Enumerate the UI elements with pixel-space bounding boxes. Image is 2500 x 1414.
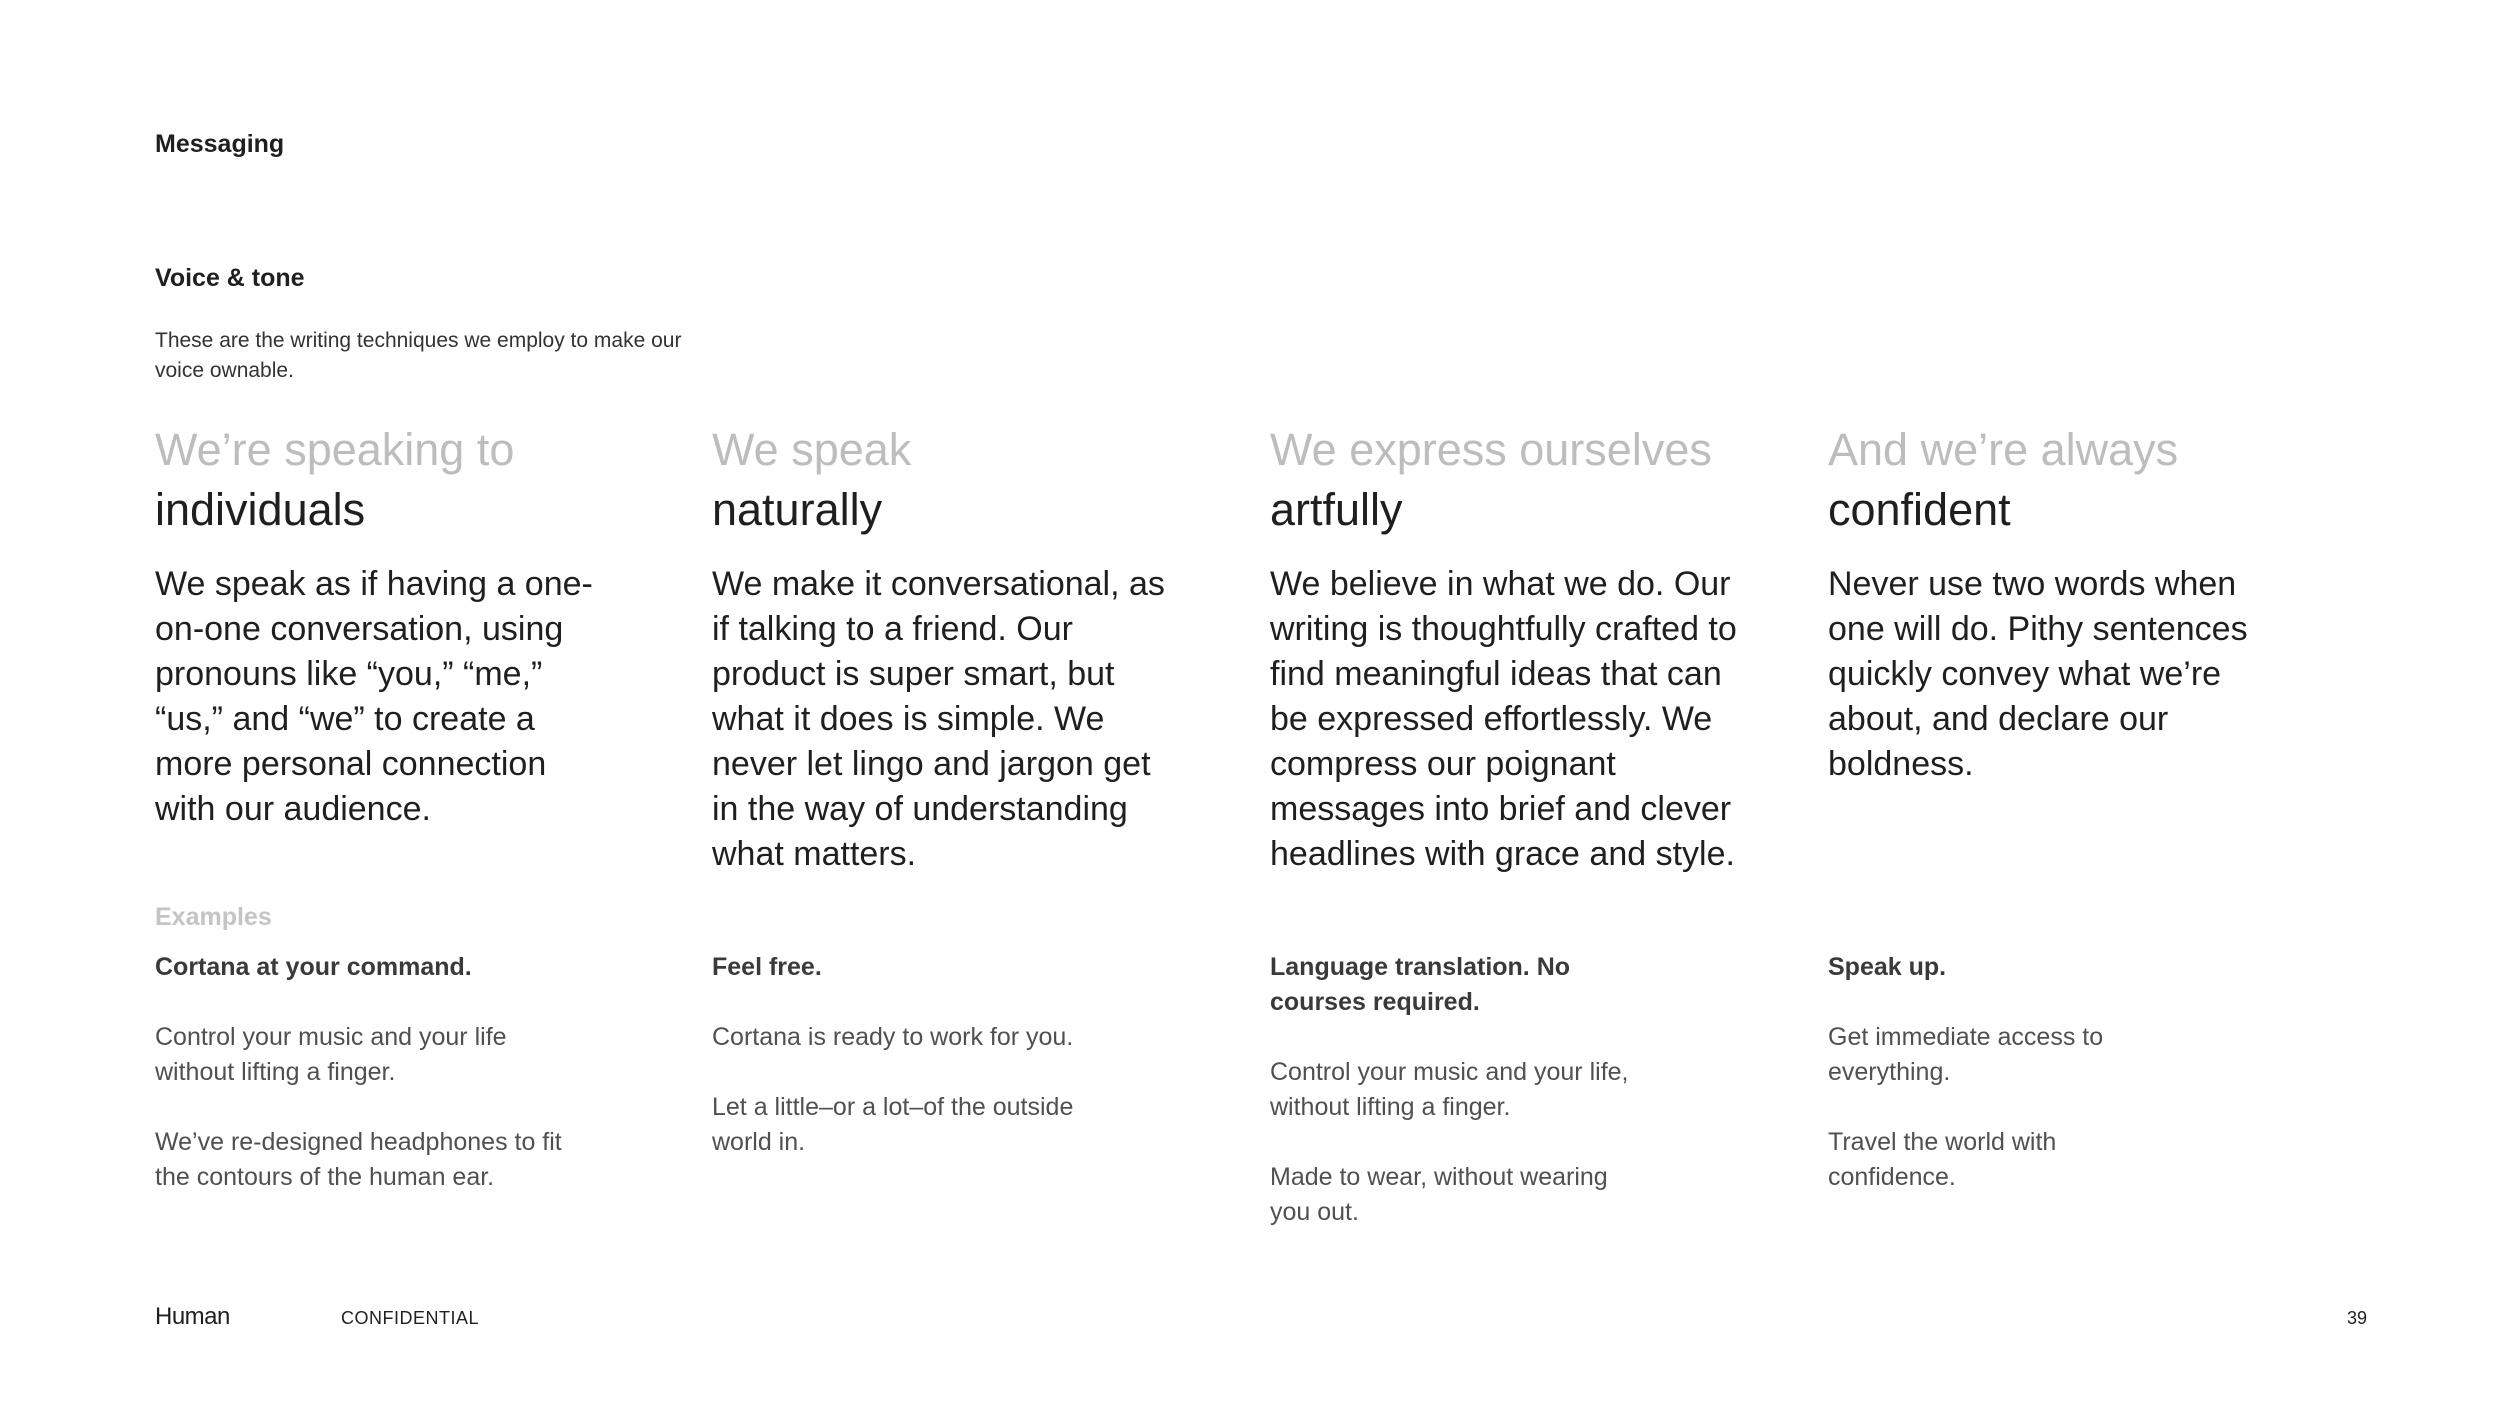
example-line: We’ve re-designed headphones to fit the contours of the human ear.	[155, 1128, 562, 1191]
example-headline: Feel free.	[712, 953, 822, 981]
principle-description: Never use two words when one will do. Pithy sentences quickly convey what we’re about, and declare our boldness.	[1828, 565, 2248, 783]
examples-label: Examples	[155, 903, 272, 931]
example-column	[155, 950, 575, 1195]
principle-lead: We speak	[712, 424, 912, 475]
principle-column-artfully	[1270, 420, 1740, 877]
intro-text: These are the writing techniques we employ to make our voice ownable.	[155, 329, 682, 382]
example-column	[712, 950, 1132, 1160]
principle-keyword: naturally	[712, 484, 883, 535]
principle-lead: We’re speaking to	[155, 424, 515, 475]
principle-keyword: artfully	[1270, 484, 1403, 535]
example-headline: Cortana at your command.	[155, 953, 472, 981]
principle-description: We speak as if having a one-on-one conversation, using pronouns like “you,” “me,” “us,” and “we” to create a more personal connection with our audience.	[155, 565, 593, 828]
example-line: Control your music and your life, without lifting a finger.	[1270, 1058, 1629, 1121]
example-headline: Language translation. No courses required.	[1270, 953, 1571, 1016]
principle-column-confident	[1828, 420, 2298, 787]
principle-keyword: confident	[1828, 484, 2011, 535]
example-column	[1828, 950, 2248, 1195]
example-line: Let a little–or a lot–of the outside world in.	[712, 1093, 1074, 1156]
example-line: Travel the world with confidence.	[1828, 1128, 2057, 1191]
example-line: Get immediate access to everything.	[1828, 1023, 2104, 1086]
example-line: Control your music and your life without lifting a finger.	[155, 1023, 507, 1086]
brand-logo: Human	[155, 1303, 230, 1330]
example-line: Cortana is ready to work for you.	[712, 1023, 1074, 1051]
principle-lead: We express ourselves	[1270, 424, 1712, 475]
principle-description: We believe in what we do. Our writing is thoughtfully crafted to find meaningful ideas that can be expressed effortlessly. We compress our poignant messages into brief and clever headlines with grace and style.	[1270, 565, 1737, 873]
principle-lead: And we’re always	[1828, 424, 2179, 475]
section-title: Messaging	[155, 130, 285, 158]
principle-column-individuals	[155, 420, 625, 832]
principle-description: We make it conversational, as if talking to a friend. Our product is super smart, but what it does is simple. We never let lingo and jargon get in the way of understanding what matters.	[712, 565, 1165, 873]
confidential-label: CONFIDENTIAL	[341, 1308, 480, 1328]
principle-keyword: individuals	[155, 484, 366, 535]
page-number: 39	[2346, 1308, 2367, 1328]
principle-column-naturally	[712, 420, 1182, 877]
subsection-title: Voice & tone	[155, 264, 305, 292]
example-line: Made to wear, without wearing you out.	[1270, 1163, 1608, 1226]
example-column	[1270, 950, 1650, 1230]
example-headline: Speak up.	[1828, 953, 1947, 981]
